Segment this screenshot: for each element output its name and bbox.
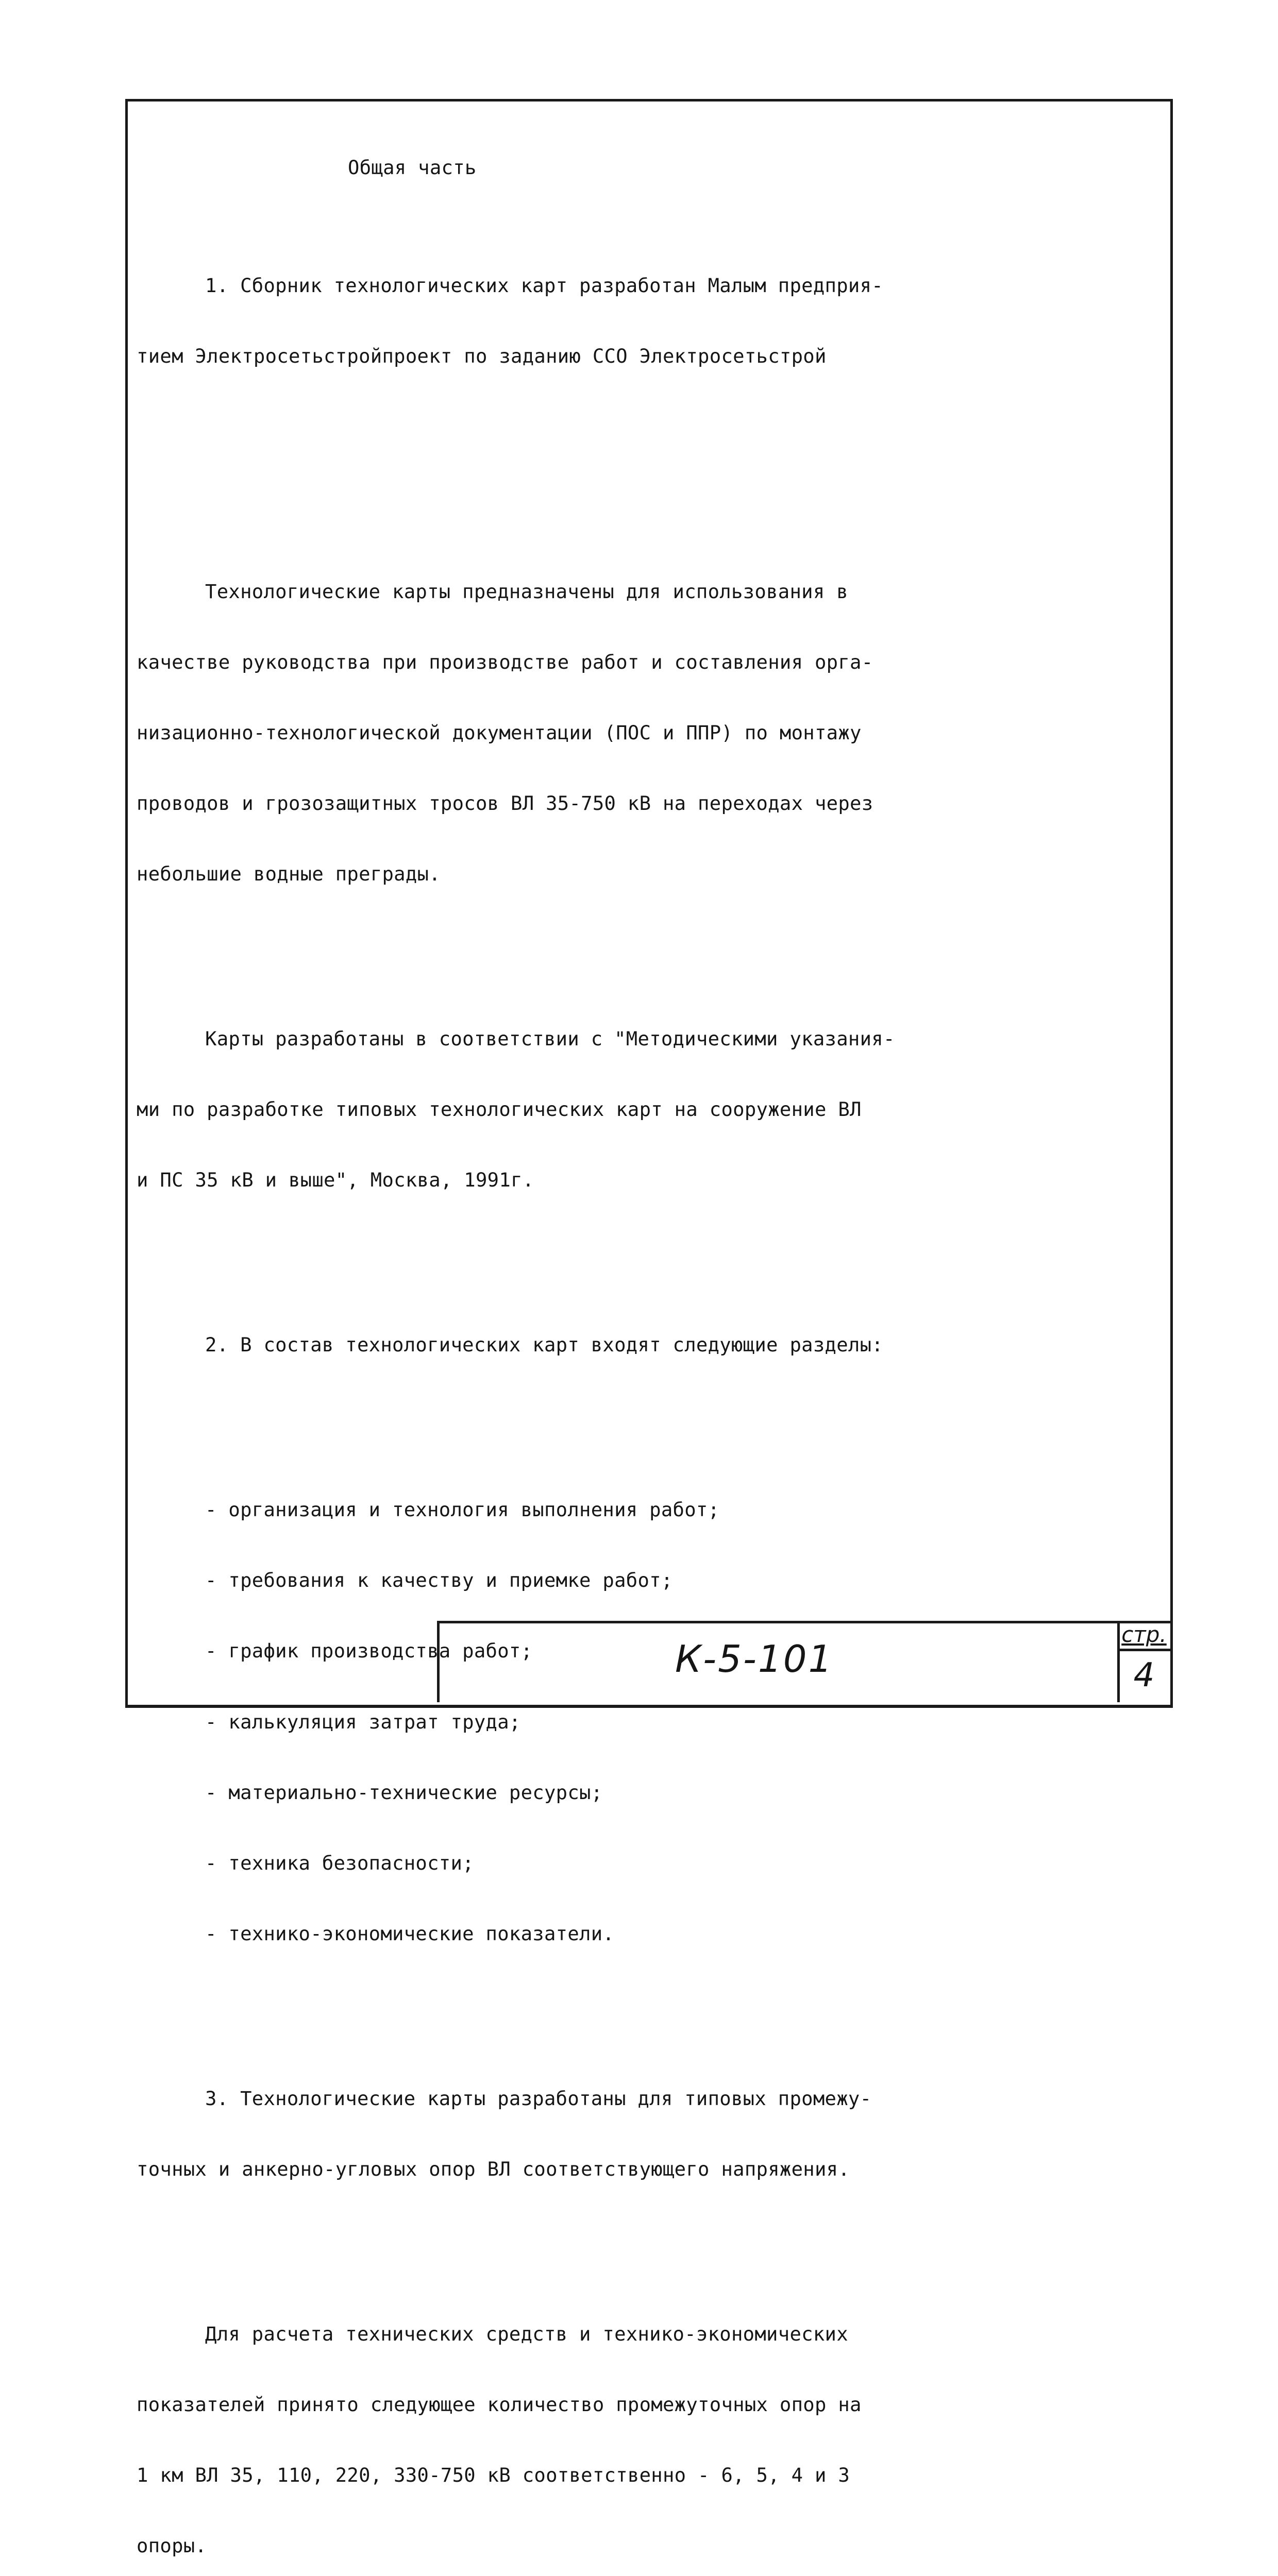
document-body (137, 109, 1162, 2576)
list-item: - график производства работ; (205, 1639, 533, 1663)
title-block-top-border (437, 1621, 1170, 1623)
list-item: - калькуляция затрат труда; (205, 1710, 521, 1733)
list-item: - материально-технические ресурсы; (205, 1781, 603, 1804)
paragraph-3: Карты разработаны в соответствии с "Методическими указания- ми по разработке типовых технологических карт на сооружение ВЛ и ПС 35 кВ и выше", Москва, 1991г. (137, 1027, 895, 1192)
blank-line (137, 463, 1162, 486)
list-item: - требования к качеству и приемке работ; (205, 1569, 673, 1592)
list-item: - организация и технология выполнения работ; (205, 1498, 720, 1521)
paragraph-6: Для расчета технических средств и технико-экономических показателей принято следующее количество промежуточных опор на 1 км ВЛ 35, 110, 220, 330-750 кВ соответственно - 6, 5, 4 и 3 опоры. (137, 2322, 862, 2557)
sections-list (137, 1451, 1162, 1993)
paragraph-4: 2. В состав технологических карт входят следующие разделы: (205, 1333, 883, 1357)
title-block-left-border (437, 1621, 440, 1702)
document-code: К-5-101 (675, 1637, 834, 1681)
page-number: 4 (1133, 1656, 1155, 1694)
list-item: - технико-экономические показатели. (205, 1922, 615, 1945)
paragraph-5: 3. Технологические карты разработаны для типовых промежу- точных и анкерно-угловых опор ВЛ соответствующего напряжения. (137, 2087, 872, 2180)
section-title: Общая часть (348, 156, 477, 179)
title-block-page-divider (1117, 1649, 1170, 1651)
paragraph-2: Технологические карты предназначены для использования в качестве руководства при производстве работ и составления орга- низационно-технологической документации (ПОС и ППР) по монтажу проводов и грозозащитных тросов ВЛ 35-750 кВ на переходах через небольшие водные преграды. (137, 580, 873, 886)
paragraph-1: 1. Сборник технологических карт разработан Малым предприя- тием Электросетьстройпроект по заданию ССО Электросетьстрой (137, 274, 883, 367)
list-item: - техника безопасности; (205, 1851, 474, 1874)
page-label: стр. (1121, 1622, 1167, 1647)
